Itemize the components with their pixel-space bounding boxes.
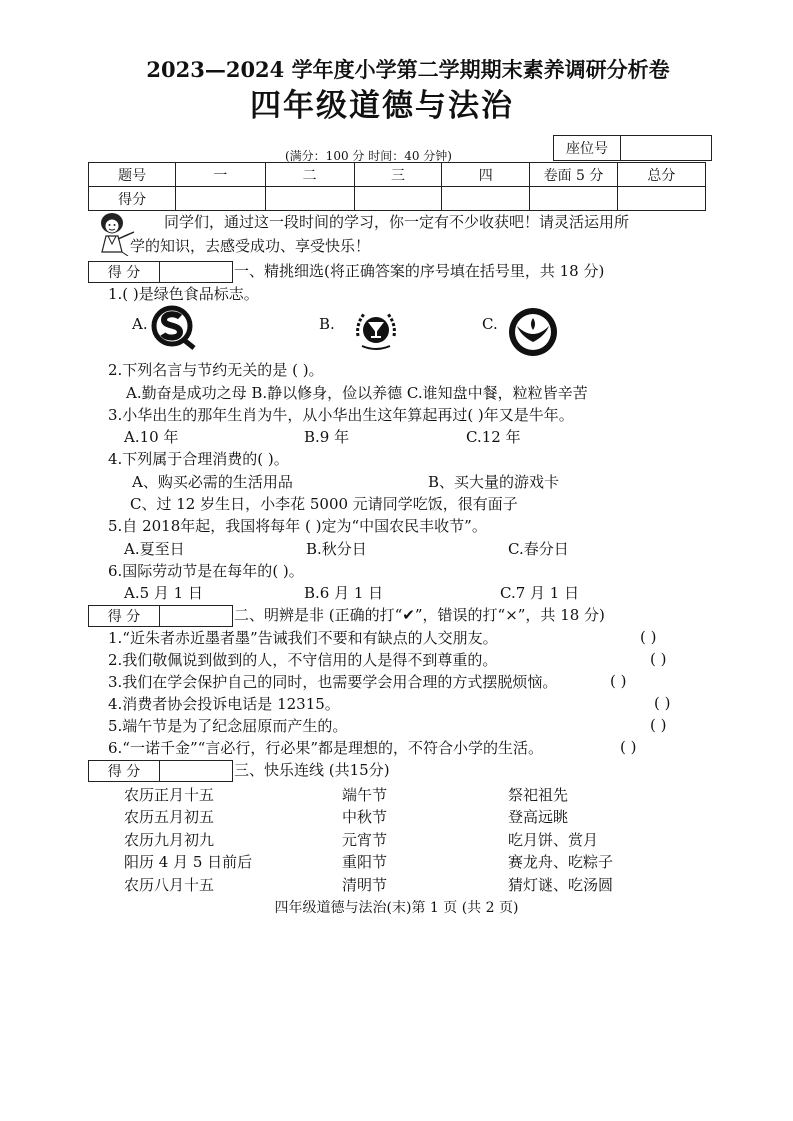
q4-option-c: C、过 12 岁生日，小李花 5000 元请同学吃饭，很有面子 — [130, 495, 518, 513]
q6-option-b: B.6 月 1 日 — [304, 584, 384, 602]
question-4: 4.下列属于合理消费的( )。 — [108, 450, 289, 468]
answer-paren-4[interactable]: ( ) — [654, 694, 671, 712]
match-festival[interactable]: 端午节 — [342, 786, 388, 804]
q6-option-c: C.7 月 1 日 — [500, 584, 580, 602]
page-footer: 四年级道德与法治(末)第 1 页 (共 2 页) — [274, 900, 519, 916]
intro-line-1: 同学们，通过这一段时间的学习，你一定有不少收获吧！请灵活运用所 — [164, 213, 630, 231]
q5-option-c: C.春分日 — [508, 540, 569, 558]
q3-option-c: C.12 年 — [466, 428, 521, 446]
match-festival[interactable]: 元宵节 — [342, 831, 388, 849]
match-date[interactable]: 农历八月十五 — [124, 876, 215, 894]
match-date[interactable]: 阳历 4 月 5 日前后 — [124, 853, 253, 871]
seat-number-table — [553, 135, 712, 161]
match-festival[interactable]: 重阳节 — [342, 853, 388, 871]
section3-title: 三、快乐连线 (共15分) — [234, 761, 390, 779]
q2-options: A.勤奋是成功之母 B.静以修身，俭以养德 C.谁知盘中餐，粒粒皆辛苦 — [126, 384, 588, 402]
judge-item-5: 5.端午节是为了纪念屈原而产生的。 — [108, 717, 348, 735]
quality-safety-s-logo-icon — [148, 302, 200, 352]
seat-label: 座位号 — [554, 136, 621, 161]
q1-option-a: A. — [132, 315, 148, 333]
section1-score-box — [88, 261, 233, 283]
answer-paren-2[interactable]: ( ) — [650, 650, 667, 668]
judge-item-3: 3.我们在学会保护自己的同时，也需要学会用合理的方式摆脱烦恼。 — [108, 673, 558, 691]
score-box-label: 得 分 — [89, 606, 160, 627]
green-food-wreath-logo-icon — [350, 306, 402, 354]
match-date[interactable]: 农历正月十五 — [124, 786, 215, 804]
section1-title: 一、精挑细选(将正确答案的序号填在括号里，共 18 分) — [234, 262, 605, 280]
green-food-leaf-logo-icon — [505, 306, 561, 358]
score-header-cell: 总分 — [617, 163, 705, 187]
judge-item-4: 4.消费者协会投诉电话是 12315。 — [108, 695, 340, 713]
question-3: 3.小华出生的那年生肖为牛，从小华出生这年算起再过( )年又是牛年。 — [108, 406, 574, 424]
score-cell[interactable] — [265, 187, 354, 211]
answer-paren-3[interactable]: ( ) — [610, 672, 627, 690]
match-festival[interactable]: 清明节 — [342, 876, 388, 894]
match-custom[interactable]: 吃月饼、赏月 — [508, 831, 599, 849]
score-cell[interactable] — [176, 187, 265, 211]
match-custom[interactable]: 猜灯谜、吃汤圆 — [508, 876, 614, 894]
intro-line-2: 学的知识，去感受成功、享受快乐！ — [130, 237, 371, 255]
score-box-field[interactable] — [160, 761, 233, 782]
score-cell[interactable] — [530, 187, 617, 211]
subject-title: 四年级道德与法治 — [250, 88, 514, 124]
question-2: 2.下列名言与节约无关的是 ( )。 — [108, 361, 324, 379]
judge-item-1: 1.“近朱者赤近墨者墨”告诫我们不要和有缺点的人交朋友。 — [108, 629, 498, 647]
q3-option-a: A.10 年 — [124, 428, 179, 446]
q1-option-c: C. — [482, 315, 498, 333]
q4-option-b: B、买大量的游戏卡 — [428, 473, 560, 491]
answer-paren-1[interactable]: ( ) — [640, 628, 657, 646]
score-header-cell: 四 — [442, 163, 530, 187]
score-table — [88, 162, 706, 211]
judge-item-6: 6.“一诺千金”“言必行，行必果”都是理想的，不符合小学的生活。 — [108, 739, 543, 757]
question-6: 6.国际劳动节是在每年的( )。 — [108, 562, 304, 580]
q5-option-a: A.夏至日 — [124, 540, 185, 558]
score-header-cell: 三 — [354, 163, 441, 187]
score-cell[interactable] — [617, 187, 705, 211]
match-custom[interactable]: 祭祀祖先 — [508, 786, 569, 804]
score-box-label: 得 分 — [89, 262, 160, 283]
match-date[interactable]: 农历五月初五 — [124, 808, 215, 826]
score-header-cell: 卷面 5 分 — [530, 163, 617, 187]
q6-option-a: A.5 月 1 日 — [124, 584, 203, 602]
exam-title: 2023—2024 学年度小学第二学期期末素养调研分析卷 — [146, 57, 670, 82]
score-header-cell: 二 — [265, 163, 354, 187]
score-cell[interactable] — [442, 187, 530, 211]
q5-option-b: B.秋分日 — [306, 540, 367, 558]
question-1: 1.( )是绿色食品标志。 — [108, 285, 259, 303]
score-header-cell: 一 — [176, 163, 265, 187]
score-cell[interactable] — [354, 187, 441, 211]
question-5: 5.自 2018年起，我国将每年 ( )定为“中国农民丰收节”。 — [108, 517, 487, 535]
match-custom[interactable]: 登高远眺 — [508, 808, 569, 826]
seat-number-field[interactable] — [621, 136, 712, 161]
exam-info: (满分：100 分 时间：40 分钟) — [285, 149, 452, 163]
answer-paren-6[interactable]: ( ) — [620, 738, 637, 756]
q4-option-a: A、购买必需的生活用品 — [132, 473, 293, 491]
match-custom[interactable]: 赛龙舟、吃粽子 — [508, 853, 614, 871]
judge-item-2: 2.我们敬佩说到做到的人，不守信用的人是得不到尊重的。 — [108, 651, 498, 669]
score-header-cell: 题号 — [89, 163, 176, 187]
match-festival[interactable]: 中秋节 — [342, 808, 388, 826]
score-box-field[interactable] — [160, 262, 233, 283]
score-row-label: 得分 — [89, 187, 176, 211]
section3-score-box — [88, 760, 233, 782]
section2-title: 二、明辨是非 (正确的打“✔”，错误的打“×”，共 18 分) — [234, 606, 605, 624]
section2-score-box — [88, 605, 233, 627]
score-box-label: 得 分 — [89, 761, 160, 782]
score-box-field[interactable] — [160, 606, 233, 627]
q1-option-b: B. — [319, 315, 335, 333]
match-date[interactable]: 农历九月初九 — [124, 831, 215, 849]
answer-paren-5[interactable]: ( ) — [650, 716, 667, 734]
q3-option-b: B.9 年 — [304, 428, 350, 446]
